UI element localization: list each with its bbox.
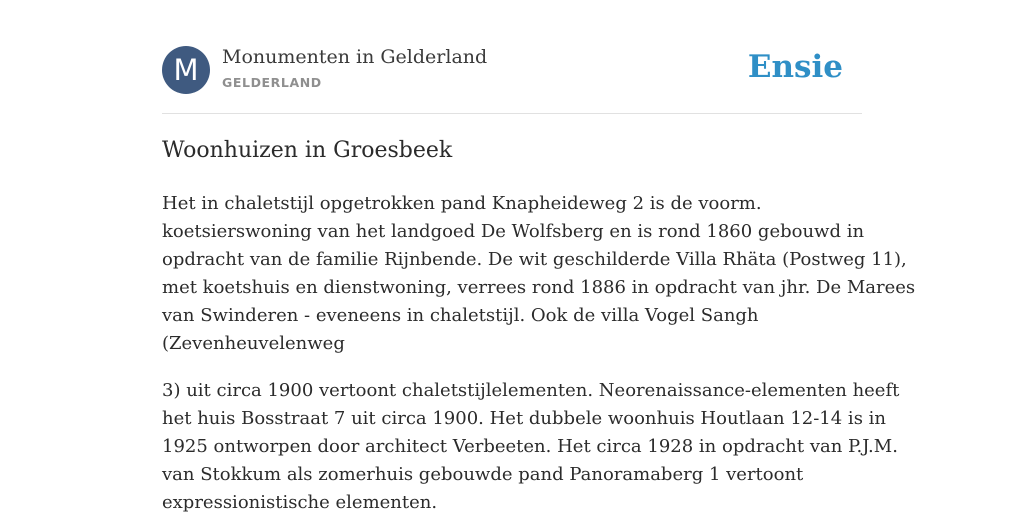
article-paragraph-1 xyxy=(162,190,916,358)
site-subtitle[interactable]: GELDERLAND xyxy=(222,75,322,90)
paragraph-line: koetsierswoning van het landgoed De Wolfsberg en is rond 1860 gebouwd in xyxy=(162,221,865,242)
article-title: Woonhuizen in Groesbeek xyxy=(162,138,453,163)
paragraph-line: het huis Bosstraat 7 uit circa 1900. Het dubbele woonhuis Houtlaan 12-14 is in xyxy=(162,408,886,429)
paragraph-line: opdracht van de familie Rijnbende. De wit geschilderde Villa Rhäta (Postweg 11), xyxy=(162,249,907,270)
paragraph-line: van Swinderen - eveneens in chaletstijl. Ook de villa Vogel Sangh xyxy=(162,305,759,326)
paragraph-line: 3) uit circa 1900 vertoont chaletstijlelementen. Neorenaissance-elementen heeft xyxy=(162,380,900,401)
header-divider xyxy=(162,113,862,114)
site-title[interactable]: Monumenten in Gelderland xyxy=(222,46,488,68)
site-header xyxy=(162,46,862,96)
paragraph-line: van Stokkum als zomerhuis gebouwde pand Panoramaberg 1 vertoont xyxy=(162,464,804,485)
paragraph-line: Het in chaletstijl opgetrokken pand Knapheideweg 2 is de voorm. xyxy=(162,193,762,214)
paragraph-line: 1925 ontworpen door architect Verbeeten. Het circa 1928 in opdracht van P.J.M. xyxy=(162,436,898,457)
paragraph-line: expressionistische elementen. xyxy=(162,492,438,512)
avatar[interactable]: M xyxy=(162,46,210,94)
article-paragraph-2 xyxy=(162,377,900,512)
paragraph-line: (Zevenheuvelenweg xyxy=(162,333,345,354)
paragraph-line: met koetshuis en dienstwoning, verrees rond 1886 in opdracht van jhr. De Marees xyxy=(162,277,916,298)
brand-logo[interactable]: Ensie xyxy=(747,49,843,85)
